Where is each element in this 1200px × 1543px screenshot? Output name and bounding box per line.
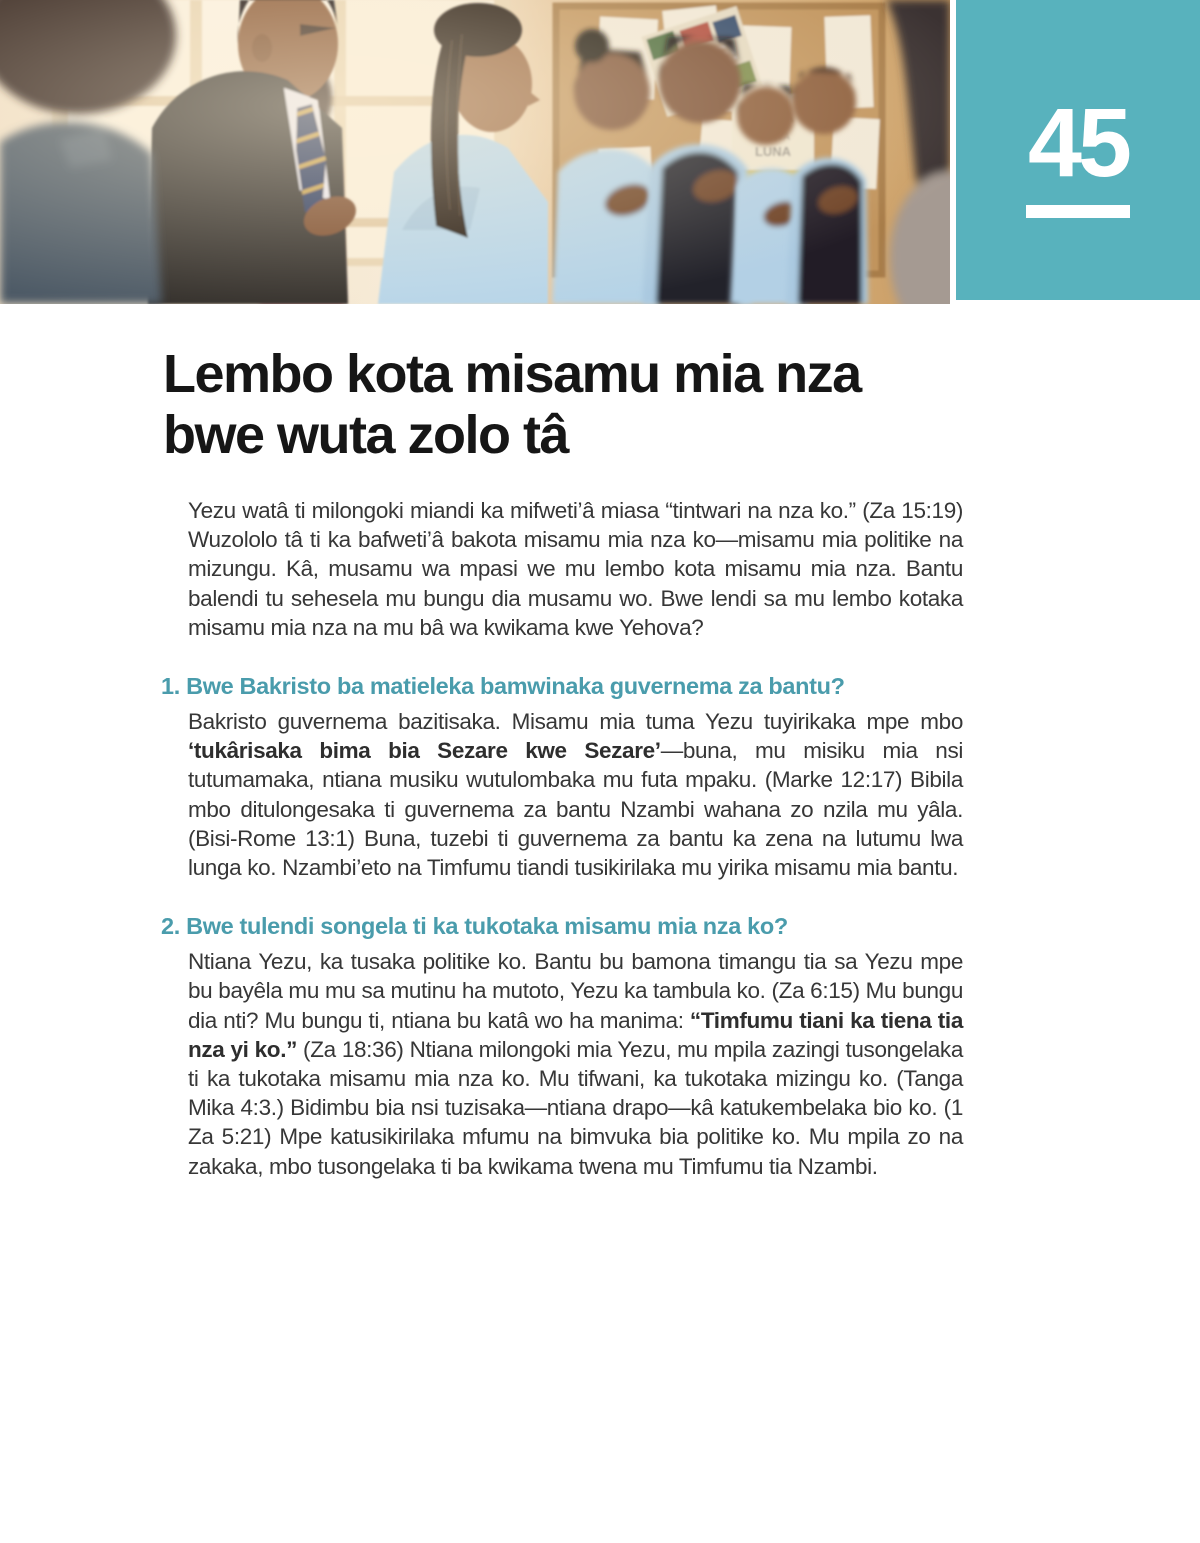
header-photo bbox=[0, 0, 950, 304]
lesson-number: 45 bbox=[1028, 88, 1128, 198]
paragraph-2-text-pre: Ntiana Yezu, ka tusaka politike ko. Bantu bu bamona timangu tia sa Yezu mpe bu bayêla mu mu sa mutinu ha mutoto, Yezu ka tambula ko. (Za 6:15) Mu bungu dia nti? Mu bungu ti, ntiana bu katâ wo ha manima: bbox=[188, 949, 963, 1033]
paragraph-2-bold-quote: “Timfumu tiani ka tiena tia nza yi ko.” bbox=[188, 1007, 963, 1062]
page-title-line2: bwe wuta zolo tâ bbox=[163, 405, 569, 465]
lesson-number-badge bbox=[956, 0, 1200, 300]
lesson-underline bbox=[1026, 205, 1130, 218]
question-2-heading: 2. Bwe tulendi songela ti ka tukotaka misamu mia nza ko? bbox=[161, 913, 788, 940]
light-glow-overlay bbox=[0, 0, 950, 304]
lesson-content bbox=[0, 304, 1200, 1181]
page-title bbox=[163, 344, 943, 466]
page-title-line1: Lembo kota misamu mia nza bbox=[163, 344, 861, 404]
paragraph-1-text-post: —buna, mu misiku mia nsi tutumamaka, ntiana musiku wutulombaka mu futa mpaku. (Marke 12:17) Bibila mbo ditulongesaka ti guvernema za bantu Nzambi wahana zo nzila mu yâla. (Bisi-Rome 13:1) Buna, tuzebi ti guvernema za bantu ka zena na lutumu lwa lunga ko. Nzambi’eto na Timfumu tiandi tusikirilaka mu yirika misamu mia bantu. bbox=[188, 738, 963, 881]
classroom-pledge-photo bbox=[0, 0, 950, 304]
paragraph-1 bbox=[188, 707, 963, 882]
question-1-heading: 1. Bwe Bakristo ba matieleka bamwinaka guvernema za bantu? bbox=[161, 673, 845, 700]
paragraph-1-text-pre: Bakristo guvernema bazitisaka. Misamu mia tuma Yezu tuyirikaka mpe mbo bbox=[188, 709, 963, 735]
paragraph-1-bold-quote: ‘tukârisaka bima bia Sezare kwe Sezare’ bbox=[188, 738, 661, 764]
intro-paragraph: Yezu watâ ti milongoki miandi ka mifweti’â miasa “tintwari na nza ko.” (Za 15:19) Wuzololo tâ ti ka bafweti’â bakota misamu mia nza ko—misamu mia politike na mizungu. Kâ, musamu wa mpasi we mu lembo kota misamu mia nza. Bantu balendi tu sehesela mu bungu dia musamu wo. Bwe lendi sa mu lembo kotaka misamu mia nza na mu bâ wa kwikama kwe Yehova? bbox=[188, 498, 963, 640]
paragraph-2-text-post: (Za 18:36) Ntiana milongoki mia Yezu, mu mpila zazingi tusongelaka ti ka tukotaka misamu mia nza ko. Mu tifwani, ka tukotaka mizingu ko. (Tanga Mika 4:3.) Bidimbu bia nsi tuzisaka—ntiana drapo—kâ katukembelaka bio ko. (1 Za 5:21) Mpe katusikirilaka mfumu na bimvuka bia politike ko. Mu mpila zo na zakaka, mbo tusongelaka ti ba kwikama twena mu Timfumu tia Nzambi. bbox=[188, 1036, 963, 1179]
paragraph-2 bbox=[188, 947, 963, 1181]
page-header bbox=[0, 0, 1200, 304]
